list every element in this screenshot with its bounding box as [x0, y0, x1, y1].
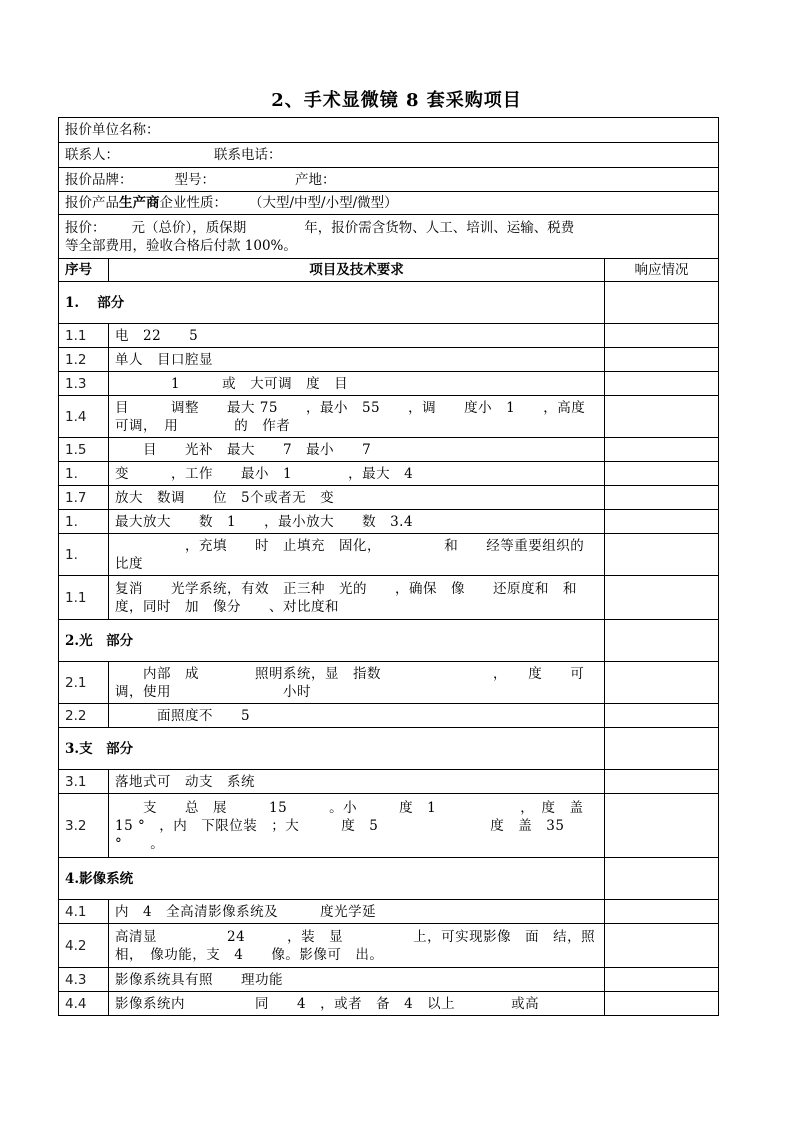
row-number: 4.4	[59, 992, 109, 1016]
row-number: 1.1	[59, 324, 109, 348]
response-cell[interactable]	[605, 858, 719, 900]
response-cell[interactable]	[605, 620, 719, 662]
row-requirement: 变 ，工作 最小 1 ，最大 4	[109, 462, 605, 486]
origin-label: 产地：	[295, 171, 336, 188]
row-requirement: 面照度不 5	[109, 704, 605, 728]
header-response: 响应情况	[605, 259, 719, 282]
header-no: 序号	[59, 259, 109, 282]
response-cell[interactable]	[605, 576, 719, 620]
row-number: 4.2	[59, 924, 109, 968]
response-cell[interactable]	[605, 704, 719, 728]
table-row	[59, 510, 719, 534]
table-row	[59, 324, 719, 348]
table-row	[59, 396, 719, 438]
row-requirement: 电 22 5	[109, 324, 605, 348]
row-number: 1.7	[59, 486, 109, 510]
company-field[interactable]	[59, 118, 719, 143]
response-cell[interactable]	[605, 438, 719, 462]
response-cell[interactable]	[605, 486, 719, 510]
row-number: 4.3	[59, 968, 109, 992]
row-requirement: 放大 数调 位 5个或者无 变	[109, 486, 605, 510]
company-label: 报价单位名称：	[65, 122, 160, 138]
section-row	[59, 282, 719, 324]
table-row	[59, 486, 719, 510]
response-cell[interactable]	[605, 662, 719, 704]
row-number: 1.	[59, 510, 109, 534]
table-row	[59, 992, 719, 1016]
response-cell[interactable]	[605, 992, 719, 1016]
response-cell[interactable]	[605, 372, 719, 396]
procurement-table	[58, 117, 719, 1016]
row-number: 3.1	[59, 770, 109, 794]
table-row	[59, 438, 719, 462]
brand-field[interactable]	[59, 168, 719, 192]
price-field[interactable]	[59, 215, 719, 259]
row-number: 1.1	[59, 576, 109, 620]
page-title: 2、手术显微镜 8 套采购项目	[271, 90, 522, 111]
brand-row	[59, 168, 719, 192]
brand-label: 报价品牌：	[65, 171, 133, 188]
table-row	[59, 576, 719, 620]
phone-label: 联系电话：	[214, 147, 282, 163]
price-terms-2: 等全部费用，验收合格后付款 100%。	[65, 237, 297, 254]
response-cell[interactable]	[605, 534, 719, 576]
section-row	[59, 620, 719, 662]
table-row	[59, 924, 719, 968]
table-row	[59, 372, 719, 396]
row-requirement: 内部 成 照明系统，显 指数 ， 度 可调，使用 小时	[109, 662, 605, 704]
row-requirement: 影像系统内 同 4 ，或者 备 4 以上 或高	[109, 992, 605, 1016]
row-number: 1.2	[59, 348, 109, 372]
row-number: 2.2	[59, 704, 109, 728]
section-title: 4.影像系统	[59, 858, 605, 900]
table-row	[59, 348, 719, 372]
response-cell[interactable]	[605, 900, 719, 924]
company-row	[59, 118, 719, 143]
table-row	[59, 462, 719, 486]
row-requirement: 目 光补 最大 7 最小 7	[109, 438, 605, 462]
table-row	[59, 704, 719, 728]
section-title: 1. 部分	[59, 282, 605, 324]
table-row	[59, 794, 719, 858]
header-requirements: 项目及技术要求	[109, 259, 605, 282]
price-total: 元（总价），质保期	[131, 219, 247, 236]
contact-row	[59, 143, 719, 168]
response-cell[interactable]	[605, 770, 719, 794]
response-cell[interactable]	[605, 728, 719, 770]
table-row	[59, 770, 719, 794]
row-requirement: 1 或 大可调 度 目	[109, 372, 605, 396]
response-cell[interactable]	[605, 324, 719, 348]
row-requirement: 复消 光学系统，有效 正三种 光的 ，确保 像 还原度和 和度，同时 加 像分 、对比度和	[109, 576, 605, 620]
response-cell[interactable]	[605, 794, 719, 858]
manufacturer-prefix: 报价产品	[65, 195, 119, 211]
price-label: 报价：	[65, 219, 106, 236]
response-cell[interactable]	[605, 348, 719, 372]
manufacturer-row	[59, 192, 719, 215]
response-cell[interactable]	[605, 924, 719, 968]
row-requirement: 落地式可 动支 系统	[109, 770, 605, 794]
table-row	[59, 900, 719, 924]
row-number: 1.5	[59, 438, 109, 462]
manufacturer-bold: 生产商	[119, 195, 160, 211]
row-requirement: 支 总 展 15 。小 度 1 ， 度 盖 15 ° ，内 下限位装 ；大 度 5 度 盖 35 ° 。	[109, 794, 605, 858]
contact-label: 联系人：	[65, 147, 119, 163]
row-requirement: 高清显 24 ，装 显 上，可实现影像 面 结，照相， 像功能，支 4 像。影像可 出。	[109, 924, 605, 968]
table-row	[59, 662, 719, 704]
table-row	[59, 534, 719, 576]
section-title: 3.支 部分	[59, 728, 605, 770]
row-number: 3.2	[59, 794, 109, 858]
row-number: 1.3	[59, 372, 109, 396]
row-requirement: ，充填 时 止填充 固化， 和 经等重要组织的比度	[109, 534, 605, 576]
contact-field[interactable]	[59, 143, 719, 168]
row-number: 1.	[59, 534, 109, 576]
response-cell[interactable]	[605, 510, 719, 534]
enterprise-types: （大型/中型/小型/微型）	[249, 195, 398, 211]
row-requirement: 单人 目口腔显	[109, 348, 605, 372]
row-number: 4.1	[59, 900, 109, 924]
section-title: 2.光 部分	[59, 620, 605, 662]
response-cell[interactable]	[605, 968, 719, 992]
table-row	[59, 968, 719, 992]
row-number: 2.1	[59, 662, 109, 704]
response-cell[interactable]	[605, 396, 719, 438]
price-terms: 年，报价需含货物、人工、培训、运输、税费	[304, 219, 575, 236]
row-requirement: 目 调整 最大 75 ，最小 55 ，调 度小 1 ，高度可调， 用 的 作者	[109, 396, 605, 438]
price-row	[59, 215, 719, 259]
row-requirement: 影像系统具有照 理功能	[109, 968, 605, 992]
model-label: 型号：	[174, 171, 215, 188]
row-number: 1.4	[59, 396, 109, 438]
response-cell[interactable]	[605, 462, 719, 486]
table-header-row	[59, 259, 719, 282]
manufacturer-field[interactable]	[59, 192, 719, 215]
section-row	[59, 858, 719, 900]
section-row	[59, 728, 719, 770]
row-number: 1.	[59, 462, 109, 486]
row-requirement: 最大放大 数 1 ，最小放大 数 3.4	[109, 510, 605, 534]
manufacturer-suffix: 企业性质：	[159, 195, 227, 211]
row-requirement: 内 4 全高清影像系统及 度光学延	[109, 900, 605, 924]
response-cell[interactable]	[605, 282, 719, 324]
